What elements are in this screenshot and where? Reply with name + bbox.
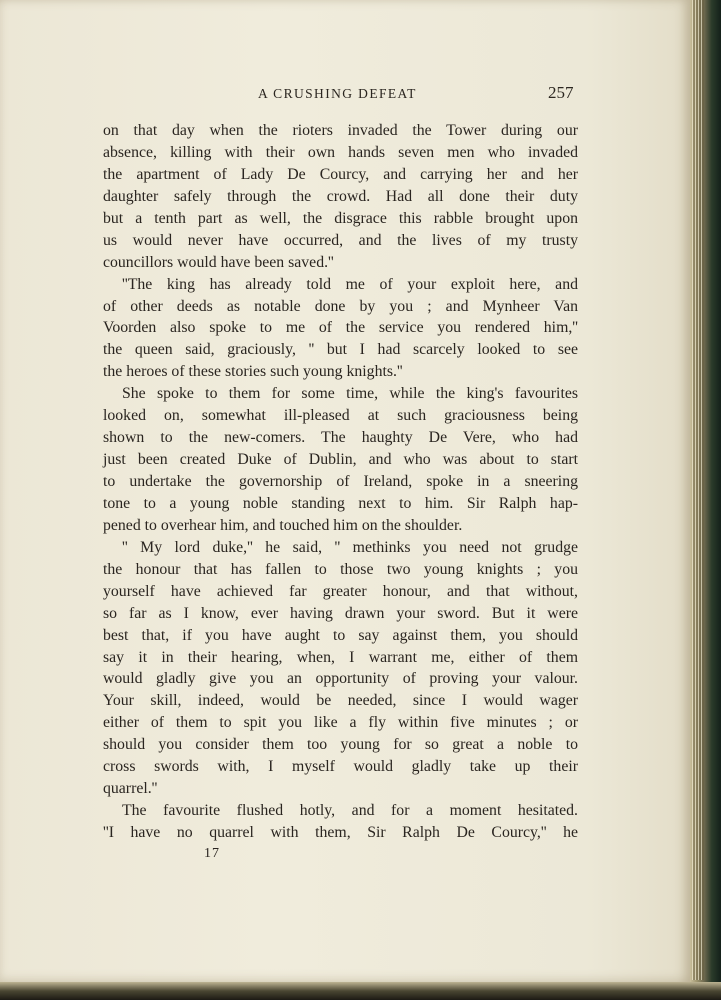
text-line: She spoke to them for some time, while the king's favourites <box>122 385 578 403</box>
text-line: yourself have achieved far greater honour, and that without, <box>103 582 578 600</box>
text-line: either of them to spit you like a fly within five minutes ; or <box>103 714 578 732</box>
text-line: quarrel.'' <box>103 780 158 798</box>
text-line: but a tenth part as well, the disgrace this rabble brought upon <box>103 209 578 227</box>
bottom-edge <box>0 982 721 1000</box>
text-line: looked on, somewhat ill-pleased at such graciousness being <box>103 407 578 425</box>
body-text <box>103 120 578 844</box>
page-number: 257 <box>548 83 574 102</box>
text-line: would gladly give you an opportunity of proving your valour. <box>103 670 578 688</box>
text-line: to undertake the governorship of Ireland, spoke in a sneering <box>103 473 578 490</box>
text-line: the apartment of Lady De Courcy, and carrying her and her <box>103 165 578 183</box>
text-line: '' My lord duke,'' he said, '' methinks you need not grudge <box>122 538 578 556</box>
text-line: the heroes of these stories such young knights.'' <box>103 363 403 381</box>
text-line: should you consider them too young for so great a noble to <box>103 736 578 754</box>
text-line: us would never have occurred, and the lives of my trusty <box>103 231 578 249</box>
text-line: tone to a young noble standing next to him. Sir Ralph hap- <box>103 494 578 512</box>
text-line: of other deeds as notable done by you ; and Mynheer Van <box>103 297 578 315</box>
text-line: ''I have no quarrel with them, Sir Ralph De Courcy,'' he <box>103 824 578 841</box>
page-edge-lines <box>692 0 704 980</box>
text-line: shown to the new-comers. The haughty De Vere, who had <box>103 429 578 447</box>
text-line: the queen said, graciously, '' but I had scarcely looked to see <box>103 341 578 359</box>
text-line: ''The king has already told me of your exploit here, and <box>122 275 578 293</box>
text-line: on that day when the rioters invaded the Tower during our <box>103 122 578 139</box>
text-line: say it in their hearing, when, I warrant me, either of them <box>103 648 578 666</box>
text-line: Your skill, indeed, would be needed, since I would wager <box>103 692 578 710</box>
page-header <box>0 83 690 110</box>
text-line: so far as I know, ever having drawn your sword. But it were <box>103 604 578 622</box>
text-line: The favourite flushed hotly, and for a moment hesitated. <box>122 802 578 820</box>
running-head: A CRUSHING DEFEAT <box>258 86 417 101</box>
text-line: daughter safely through the crowd. Had all done their duty <box>103 187 578 205</box>
text-line: the honour that has fallen to those two young knights ; you <box>103 560 578 578</box>
signature-mark: 17 <box>204 846 220 861</box>
text-line: absence, killing with their own hands seven men who invaded <box>103 143 578 161</box>
text-line: just been created Duke of Dublin, and who was about to start <box>103 451 578 469</box>
text-line: Voorden also spoke to me of the service you rendered him,'' <box>103 319 578 337</box>
text-line: councillors would have been saved.'' <box>103 253 334 271</box>
text-line: cross swords with, I myself would gladly take up their <box>103 758 578 776</box>
text-line: best that, if you have aught to say against them, you should <box>103 626 578 644</box>
text-line: pened to overhear him, and touched him on the shoulder. <box>103 516 463 534</box>
